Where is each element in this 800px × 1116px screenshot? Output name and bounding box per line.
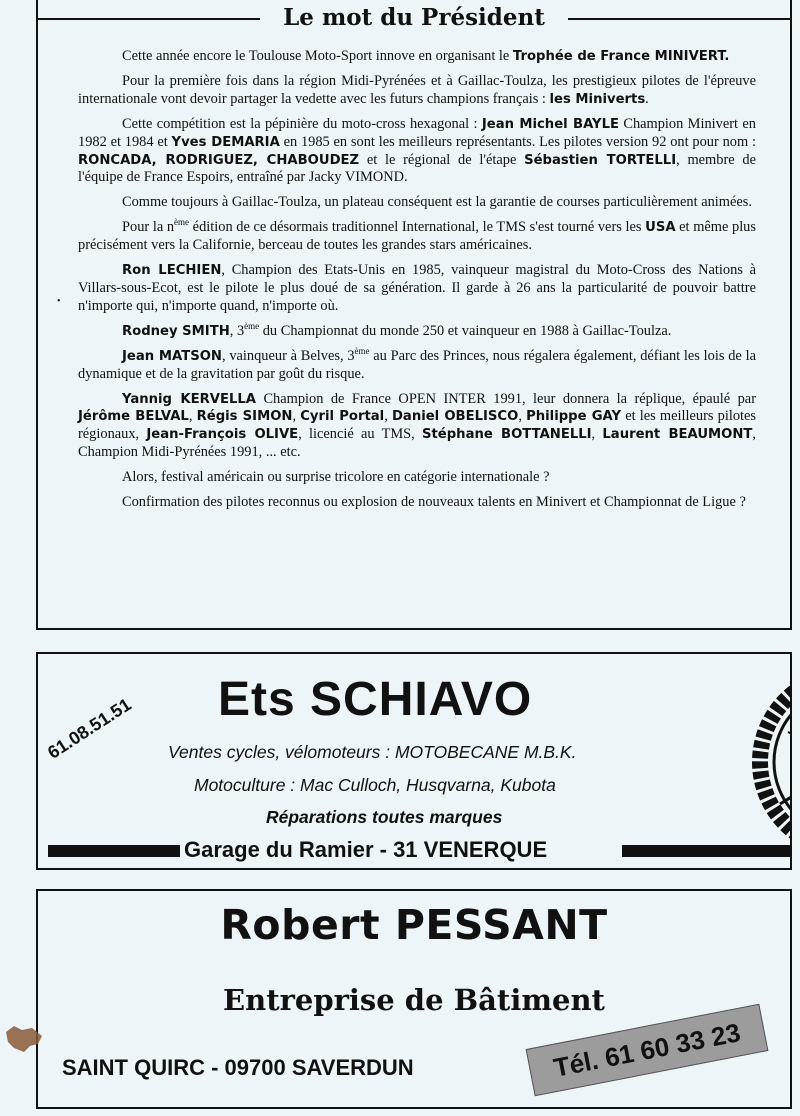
ad-address: SAINT QUIRC - 09700 SAVERDUN (62, 1055, 414, 1080)
ad-phone-number: 61.08.51.51 (44, 694, 135, 763)
bold-text: Philippe GAY (526, 409, 622, 425)
text: Champion de France OPEN INTER 1991, leur donnera la réplique, épaulé par (256, 390, 756, 407)
bold-text: Jean Michel BAYLE (481, 116, 619, 132)
president-article (36, 0, 792, 630)
ad-repairs-line: Réparations toutes marques (266, 807, 503, 827)
superscript: ème (354, 345, 370, 356)
bold-text: Régis SIMON (196, 409, 293, 425)
text: . (645, 90, 649, 107)
ad-phone-box: Tél. 61 60 33 23 (526, 1004, 769, 1097)
motorcycle-wheel-icon (718, 662, 792, 862)
text: édition de ce désormais traditionnel International, le TMS s'est tourné vers les (189, 219, 646, 236)
ad-motoculture-line: Motoculture : Mac Culloch, Husqvarna, Kubota (194, 775, 556, 795)
superscript: ème (174, 217, 190, 228)
bold-text: Yannig KERVELLA (122, 391, 257, 407)
paragraph-3 (78, 116, 756, 188)
ad-services-line: Ventes cycles, vélomoteurs : MOTOBECANE M.B.K. (168, 742, 577, 762)
text: Cette année encore le Toulouse Moto-Sport innove en organisant le (122, 48, 513, 64)
paragraph-4 (78, 194, 756, 212)
paragraph-1 (78, 48, 756, 66)
text: Cette compétition est la pépinière du moto-cross hexagonal : (122, 115, 482, 132)
bold-text: USA (645, 220, 676, 236)
bold-text: Sébastien TORTELLI (524, 152, 677, 168)
text: Confirmation des pilotes reconnus ou explosion de nouveaux talents en Minivert et Championnat de Ligue ? (122, 494, 746, 511)
text: Champion Minivert en 1982 et 1984 et (78, 115, 756, 150)
bold-text: Jean MATSON (122, 348, 222, 364)
paragraph-8 (78, 345, 756, 384)
paragraph-7 (78, 320, 756, 341)
ad-address: Garage du Ramier - 31 VENERQUE (184, 837, 548, 862)
paragraph-2 (78, 73, 756, 109)
bold-text: Ron LECHIEN (122, 263, 222, 279)
paragraph-11 (78, 494, 756, 512)
text: et même plus précisément vers la Californie, berceau de toutes les grandes stars américaines. (78, 219, 756, 254)
bold-text: Stéphane BOTTANELLI (422, 427, 592, 443)
bold-text: RONCADA, RODRIGUEZ, CHABOUDEZ (78, 152, 360, 168)
text: , vainqueur à Belves, 3 (221, 347, 355, 364)
bold-text: Trophée de France MINIVERT. (512, 49, 730, 64)
text: , membre de l'équipe de France Espoirs, entraîné par Jacky VIMOND. (78, 151, 756, 186)
bold-text: Jean-François OLIVE (146, 427, 299, 443)
black-bar-left (48, 845, 180, 857)
text: , licencié au TMS, (298, 426, 422, 443)
paragraph-9 (78, 391, 756, 463)
text: Pour la n (122, 219, 175, 236)
text: du Championnat du monde 250 et vainqueur en 1988 à Gaillac-Toulza. (259, 322, 672, 339)
ad-company-name: Robert PESSANT (220, 901, 608, 949)
bold-text: Jérôme BELVAL (78, 409, 189, 425)
text: Alors, festival américain ou surprise tricolore en catégorie internationale ? (122, 469, 550, 486)
paragraph-6 (78, 262, 756, 316)
ad-trade: Entreprise de Bâtiment (223, 983, 605, 1017)
schiavo-advertisement (36, 652, 792, 870)
superscript: ème (244, 320, 260, 331)
text: , (188, 408, 197, 425)
ad-company-name: Ets SCHIAVO (218, 673, 533, 726)
bold-text: Laurent BEAUMONT (602, 427, 753, 443)
text: Pour la première fois dans la région Midi-Pyrénées et à Gaillac-Toulza, les prestigieux pilotes de l'épreuve internationale vont devoir partager la vedette avec les futurs champions français : (78, 72, 756, 107)
bold-text: Yves DEMARIA (171, 134, 280, 150)
text: , 3 (229, 322, 245, 339)
text: , (384, 408, 392, 425)
paragraph-5 (78, 219, 756, 255)
pessant-advertisement (36, 889, 792, 1109)
article-body (78, 48, 756, 519)
text: en 1985 en sont les meilleurs représentants. Les pilotes version 92 ont pour nom : (279, 133, 756, 150)
text: , Champion des Etats-Unis en 1985, vainqueur magistral du Moto-Cross des Nations à Villars-sous-Ecot, est le pilote le plus doué de sa génération. Il garde à 26 ans la particularité de pouvoir battre n'importe qui, n'importe quand, n'importe où. (78, 262, 756, 314)
paper-stain (2, 1018, 48, 1058)
text: Comme toujours à Gaillac-Toulza, un plateau conséquent est la garantie de courses particulièrement animées. (122, 194, 752, 211)
text: , Champion Midi-Pyrénées 1991, ... etc. (78, 426, 756, 461)
bold-text: Rodney SMITH (122, 323, 230, 339)
text: , (591, 426, 603, 443)
text: et les meilleurs pilotes régionaux, (78, 408, 757, 443)
bold-text: les Miniverts (549, 91, 646, 107)
bold-text: Cyril Portal (300, 409, 385, 425)
bold-text: Daniel OBELISCO (391, 409, 519, 425)
bullet-mark: • (57, 296, 61, 307)
article-title: Le mot du Président (283, 4, 545, 31)
text: au Parc des Princes, nous régalera également, défiant les lois de la dynamique et de la gravitation par goût du risque. (78, 347, 756, 382)
paragraph-10 (78, 469, 756, 487)
text: et le régional de l'étape (359, 151, 525, 168)
text: , (518, 408, 527, 425)
text: , (292, 408, 301, 425)
